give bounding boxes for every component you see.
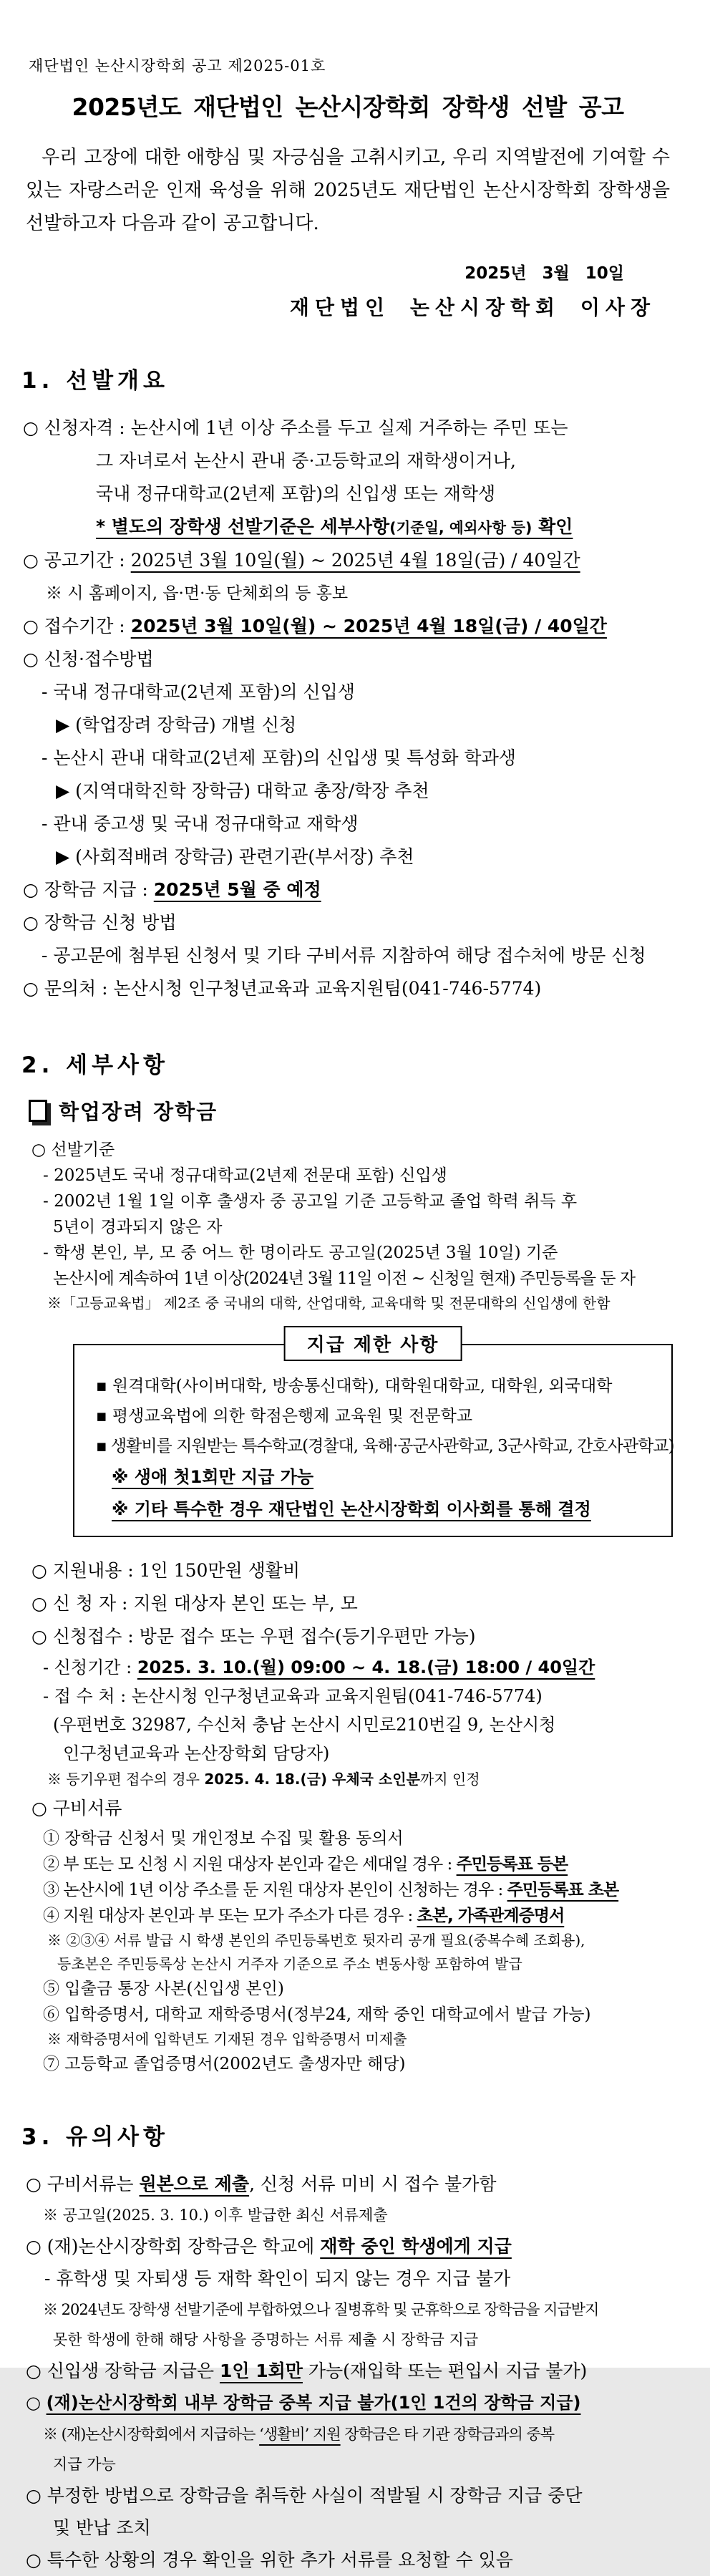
registered-mail-note-bold: 2025. 4. 18.(금) 우체국 소인분	[204, 1771, 420, 1788]
caution-originals-note: ※ 공고일(2025. 3. 10.) 이후 발급한 최신 서류제출	[43, 2207, 388, 2224]
restriction-item-1: ▪ 원격대학(사이버대학, 방송통신대학), 대학원대학교, 대학원, 외국대학	[96, 1377, 613, 1395]
document-note-line2: 등초본은 주민등록상 논산시 거주자 기준으로 주소 변동사항 포함하여 발급	[57, 1955, 522, 1972]
registered-mail-note-post: 까지 인정	[419, 1771, 480, 1788]
intro-paragraph: 우리 고장에 대한 애향심 및 자긍심을 고취시키고, 우리 지역발전에 기여할 수 있는 자랑스러운 인재 육성을 위해 2025년도 재단법인 논산시장학회 장학생을 선발하고자 다음과 같이 공고합니다.	[26, 147, 670, 234]
document-item-5: ⑤ 입출금 통장 사본(신입생 본인)	[43, 1980, 284, 1998]
document-item-4-pre: ④ 지원 대상자 본인과 부 또는 모가 주소가 다른 경우 :	[43, 1907, 417, 1925]
issuer-signature: 재단법인 논산시장학회 이사장	[289, 296, 656, 319]
document-item-2	[21, 1851, 674, 1877]
method-item-2: - 논산시 관내 대학교(2년제 포함)의 신입생 및 특성화 학과생	[42, 747, 516, 768]
reception-desk-line3: 인구청년교육과 논산장학회 담당자)	[63, 1743, 330, 1763]
caution-originals-emphasis: 원본으로 제출	[139, 2174, 250, 2194]
notice-period-note: ※ 시 홈페이지, 읍·면·동 단체회의 등 홍보	[46, 584, 349, 603]
registered-mail-note-pre: ※ 등기우편 접수의 경우	[47, 1771, 205, 1788]
notice-period-label: ○ 공고기간 :	[23, 550, 131, 571]
issue-date: 2025년 3월 10일	[465, 264, 624, 283]
document-item-6-note: ※ 재학증명서에 입학년도 기재된 경우 입학증명서 미제출	[47, 2030, 407, 2048]
apply-qualification-label: ○ 신청자격 :	[23, 417, 131, 438]
document-title: 2025년도 재단법인 논산시장학회 장학생 선발 공고	[72, 93, 624, 121]
criteria-law-note: ※「고등교육법」 제2조 중 국내의 대학, 산업대학, 교육대학 및 전문대학의 신입생에 한함	[47, 1294, 611, 1312]
row-contact: ○ 문의처 : 논산시청 인구청년교육과 교육지원팀(041-746-5774)	[23, 978, 542, 999]
row-payment-schedule	[21, 873, 674, 906]
row-how-to-apply-heading: ○ 장학금 신청 방법	[23, 912, 177, 933]
square-bullet-icon	[29, 1100, 47, 1122]
method-item-1: - 국내 정규대학교(2년제 포함)의 신입생	[42, 682, 355, 702]
restriction-note-2: ※ 기타 특수한 경우 재단법인 논산시장학회 이사회를 통해 결정	[112, 1499, 591, 1519]
row-selection-criteria-heading: ○ 선발기준	[31, 1141, 115, 1159]
caution-living-cost-post: 장학금은 타 기관 장학금과의 중복	[340, 2426, 554, 2443]
apply-qualification-line1: 논산시에 1년 이상 주소를 두고 실제 거주하는 주민 또는	[130, 417, 568, 438]
document-item-3-pre: ③ 논산시에 1년 이상 주소를 둔 지원 대상자 본인이 신청하는 경우 :	[43, 1881, 507, 1899]
caution-living-cost-note	[21, 2419, 674, 2449]
criteria-item-2-line1: - 2002년 1월 1일 이후 출생자 중 공고일 기준 고등학교 졸업 학력 취득 후	[43, 1192, 578, 1211]
restriction-item-2: ▪ 평생교육법에 의한 학점은행제 교육원 및 전문학교	[96, 1407, 473, 1425]
caution-enrolled-pre: ○ (재)논산시장학회 장학금은 학교에	[26, 2236, 321, 2257]
row-reception-method: ○ 신청접수 : 방문 접수 또는 우편 접수(등기우편만 가능)	[31, 1626, 476, 1647]
how-to-apply-detail: - 공고문에 첨부된 신청서 및 기타 구비서류 지참하여 해당 접수처에 방문 신청	[42, 945, 646, 966]
document-item-6: ⑥ 입학증명서, 대학교 재학증명서(정부24, 재학 중인 대학교에서 발급 가능)	[43, 2005, 591, 2024]
document-item-4-emphasis: 초본, 가족관계증명서	[417, 1907, 565, 1925]
qualification-note-paren: (기준일, 예외사항 등)	[389, 519, 532, 536]
qualification-note-post: 확인	[532, 516, 573, 537]
subsection-scholarship-title: 학업장려 장학금	[59, 1100, 218, 1124]
registered-mail-note	[21, 1768, 674, 1791]
subsection-scholarship-heading	[29, 1096, 674, 1125]
notice-number: 재단법인 논산시장학회 공고 제2025-01호	[29, 57, 326, 74]
method-item-3: - 관내 중고생 및 국내 정규대학교 재학생	[42, 813, 359, 834]
apply-qualification-line2: 그 자녀로서 논산시 관내 중·고등학교의 재학생이거나,	[96, 450, 516, 471]
caution-once-only-post: 가능(재입학 또는 편입시 지급 불가)	[302, 2360, 588, 2381]
caution-enrolled-emphasis: 재학 중인 학생에게 지급	[320, 2236, 512, 2257]
apply-qualification-line3: 국내 정규대학교(2년제 포함)의 신입생 또는 재학생	[96, 483, 496, 504]
row-apply-qualification	[21, 412, 674, 445]
section1-body	[21, 412, 674, 1005]
document-item-3-emphasis: 주민등록표 초본	[507, 1881, 619, 1899]
caution-living-cost-note-line2: 지급 가능	[53, 2456, 116, 2473]
row-support-amount: ○ 지원내용 : 1인 150만원 생활비	[31, 1560, 301, 1581]
method-item-2-detail: ▶ (지역대학진학 장학금) 대학교 총장/학장 추천	[56, 780, 429, 801]
row-receipt-period	[21, 610, 674, 643]
document-item-2-pre: ② 부 또는 모 신청 시 지원 대상자 본인과 같은 세대일 경우 :	[43, 1855, 457, 1874]
document-note-line1: ※ ②③④ 서류 발급 시 학생 본인의 주민등록번호 뒷자리 공개 필요(중복수혜 조회용),	[47, 1932, 585, 1949]
row-caution-extra-docs: ○ 특수한 상황의 경우 확인을 위한 추가 서류를 요청할 수 있음	[26, 2550, 513, 2570]
receipt-period-label: ○ 접수기간 :	[23, 616, 131, 636]
row-notice-period	[21, 544, 674, 577]
document-item-1: ① 장학금 신청서 및 개인정보 수집 및 활용 동의서	[43, 1829, 404, 1848]
restriction-item-3: ▪ 생활비를 지원받는 특수학교(경찰대, 육해·공군사관학교, 3군사학교, 간호사관학교)	[96, 1437, 674, 1456]
section1-heading: 1. 선발개요	[21, 368, 169, 394]
criteria-item-1: - 2025년도 국내 정규대학교(2년제 전문대 포함) 신입생	[43, 1166, 447, 1185]
criteria-item-3-line2: 논산시에 계속하여 1년 이상(2024년 3월 11일 이전 ~ 신청일 현재) 주민등록을 둔 자	[53, 1269, 636, 1288]
caution-living-cost-emphasis: ‘생활비’ 지원	[259, 2426, 341, 2443]
reception-desk-line1: - 접 수 처 : 논산시청 인구청년교육과 교육지원팀(041-746-5774)	[43, 1686, 543, 1706]
notice-period-value: 2025년 3월 10일(월) ~ 2025년 4월 18일(금) / 40일간	[130, 550, 580, 571]
caution-enrolled-note-line2: 못한 학생에 한해 해당 사항을 증명하는 서류 제출 시 장학금 지급	[53, 2331, 479, 2348]
application-period-value: 2025. 3. 10.(월) 09:00 ~ 4. 18.(금) 18:00 / 40일간	[137, 1657, 595, 1677]
section3-body	[21, 2168, 674, 2576]
qualification-note	[21, 510, 674, 544]
caution-once-only-pre: ○ 신입생 장학금 지급은	[26, 2360, 220, 2381]
caution-no-duplicate-marker: ○	[26, 2393, 47, 2413]
caution-no-duplicate-emphasis: (재)논산시장학회 내부 장학금 중복 지급 불가(1인 1건의 장학금 지급)	[46, 2393, 581, 2413]
payment-schedule-value: 2025년 5월 중 예정	[153, 879, 321, 900]
row-caution-enrolled	[21, 2230, 674, 2262]
payment-restriction-box	[73, 1335, 674, 1537]
row-applicant: ○ 신 청 자 : 지원 대상자 본인 또는 부, 모	[31, 1593, 358, 1614]
criteria-item-3-line1: - 학생 본인, 부, 모 중 어느 한 명이라도 공고일(2025년 3월 10일) 기준	[43, 1244, 558, 1262]
document-item-4	[21, 1903, 674, 1929]
row-application-period	[21, 1653, 674, 1682]
criteria-item-2-line2: 5년이 경과되지 않은 자	[53, 1218, 223, 1236]
caution-enrolled-note-line1: ※ 2024년도 장학생 선발기준에 부합하였으나 질병휴학 및 군휴학으로 장학금을 지급받지	[43, 2301, 599, 2318]
qualification-note-pre: * 별도의 장학생 선발기준은 세부사항	[96, 516, 390, 537]
document-item-2-emphasis: 주민등록표 등본	[456, 1855, 568, 1874]
payment-schedule-label: ○ 장학금 지급 :	[23, 879, 154, 900]
row-caution-no-duplicate	[21, 2387, 674, 2419]
caution-originals-post: , 신청 서류 미비 시 접수 불가함	[249, 2174, 497, 2194]
caution-once-only-emphasis: 1인 1회만	[219, 2360, 303, 2381]
row-required-documents-heading: ○ 구비서류	[31, 1798, 122, 1819]
row-caution-originals	[21, 2168, 674, 2200]
restriction-note-1: ※ 생애 첫1회만 지급 가능	[112, 1467, 314, 1487]
document-item-3	[21, 1877, 674, 1903]
caution-living-cost-pre: ※ (재)논산시장학회에서 지급하는	[43, 2426, 260, 2443]
payment-restriction-title: 지급 제한 사항	[284, 1326, 462, 1361]
section3-heading: 3. 유의사항	[21, 2124, 169, 2150]
caution-enrolled-detail: - 휴학생 및 자퇴생 등 재학 확인이 되지 않는 경우 지급 불가	[44, 2268, 511, 2289]
caution-originals-pre: ○ 구비서류는	[26, 2174, 140, 2194]
row-caution-once-only	[21, 2355, 674, 2387]
application-period-label: - 신청기간 :	[43, 1657, 137, 1677]
row-caution-fraud-line1: ○ 부정한 방법으로 장학금을 취득한 사실이 적발될 시 장학금 지급 중단	[26, 2485, 583, 2506]
reception-desk-line2: (우편번호 32987, 수신처 충남 논산시 시민로210번길 9, 논산시청	[53, 1715, 556, 1735]
method-item-3-detail: ▶ (사회적배려 장학금) 관련기관(부서장) 추천	[56, 846, 414, 867]
row-apply-method-heading: ○ 신청·접수방법	[23, 649, 154, 669]
receipt-period-value: 2025년 3월 10일(월) ~ 2025년 4월 18일(금) / 40일간	[130, 616, 607, 636]
document-item-7: ⑦ 고등학교 졸업증명서(2002년도 출생자만 해당)	[43, 2055, 406, 2073]
section2-body	[21, 1137, 674, 2077]
section2-heading: 2. 세부사항	[21, 1052, 169, 1078]
row-caution-fraud-line2: 및 반납 조치	[53, 2517, 151, 2538]
method-item-1-detail: ▶ (학업장려 장학금) 개별 신청	[56, 715, 297, 735]
